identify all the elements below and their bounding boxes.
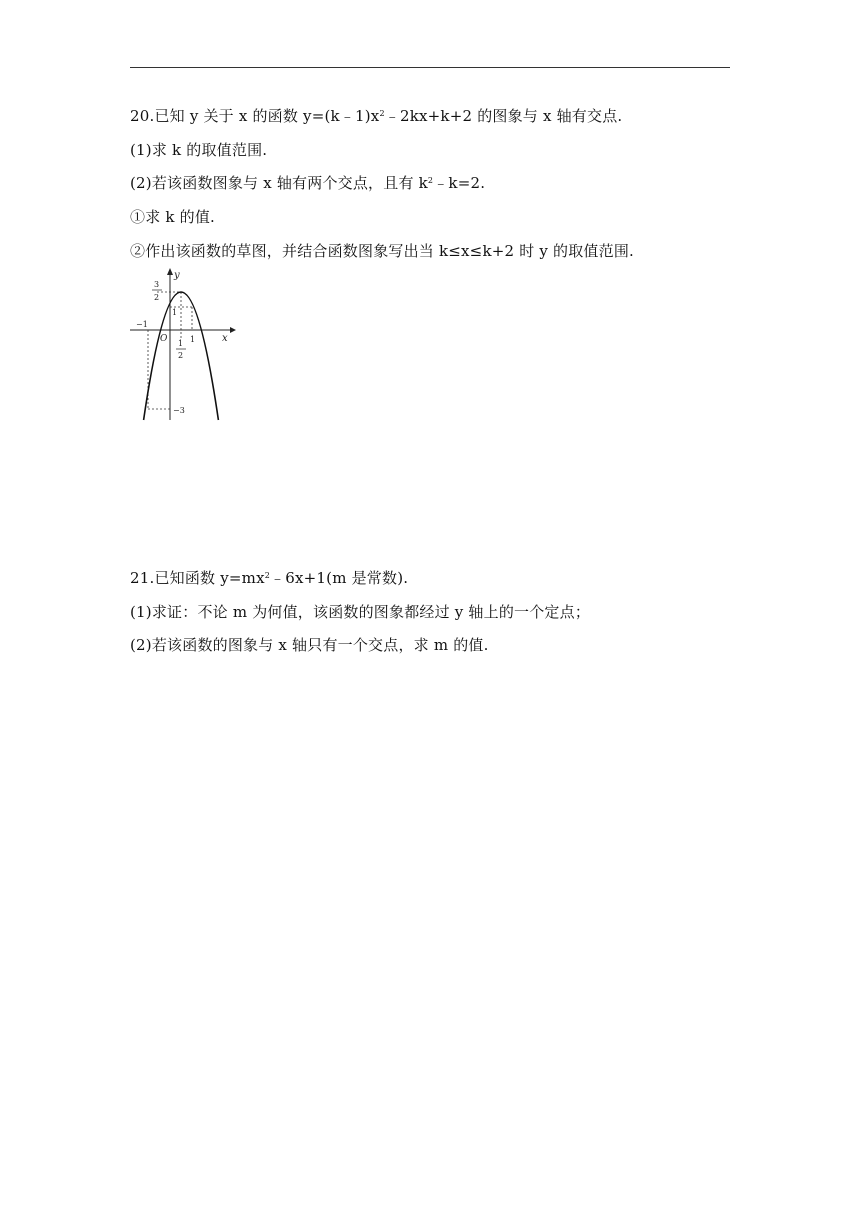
label-half-num: 1 xyxy=(178,339,184,348)
x-axis-label: x xyxy=(222,333,228,344)
label-three-halves-num: 3 xyxy=(154,280,160,289)
label-one-y: 1 xyxy=(172,308,178,317)
q21-part2: (2)若该函数的图象与 x 轴只有一个交点，求 m 的值. xyxy=(130,636,489,654)
header-rule xyxy=(130,67,730,68)
label-one-x: 1 xyxy=(190,335,196,344)
y-axis-label: y xyxy=(174,270,180,281)
parabola-graph xyxy=(130,266,236,422)
q21-stem: 21.已知函数 $y=mx^2﹣6x+1(m$ 是常数). xyxy=(130,569,409,587)
q20-stem: 20.已知 y 关于 x 的函数 $y=(k﹣1)x^2﹣2kx+k+2$ 的图象与 x 轴有交点. xyxy=(130,107,623,125)
label-half-den: 2 xyxy=(178,351,184,360)
origin-label: O xyxy=(160,334,168,344)
q21-part1: (1)求证：不论 m 为何值，该函数的图象都经过 y 轴上的一个定点； xyxy=(130,603,591,621)
y-axis-arrow xyxy=(167,268,173,275)
q20-sub1: ①求 k 的值. xyxy=(130,208,215,226)
q20-part1: (1)求 k 的取值范围. xyxy=(130,141,268,159)
label-three-halves-den: 2 xyxy=(154,293,160,302)
q20-part2: (2)若该函数图象与 x 轴有两个交点，且有 $k^2﹣k=2$. xyxy=(130,174,486,192)
label-neg-one: −1 xyxy=(136,320,148,329)
label-neg-three: −3 xyxy=(173,406,185,415)
x-axis-arrow xyxy=(230,327,236,333)
q20-sub2: ②作出该函数的草图，并结合函数图象写出当 k≤x≤k+2 时 y 的取值范围. xyxy=(130,242,635,260)
